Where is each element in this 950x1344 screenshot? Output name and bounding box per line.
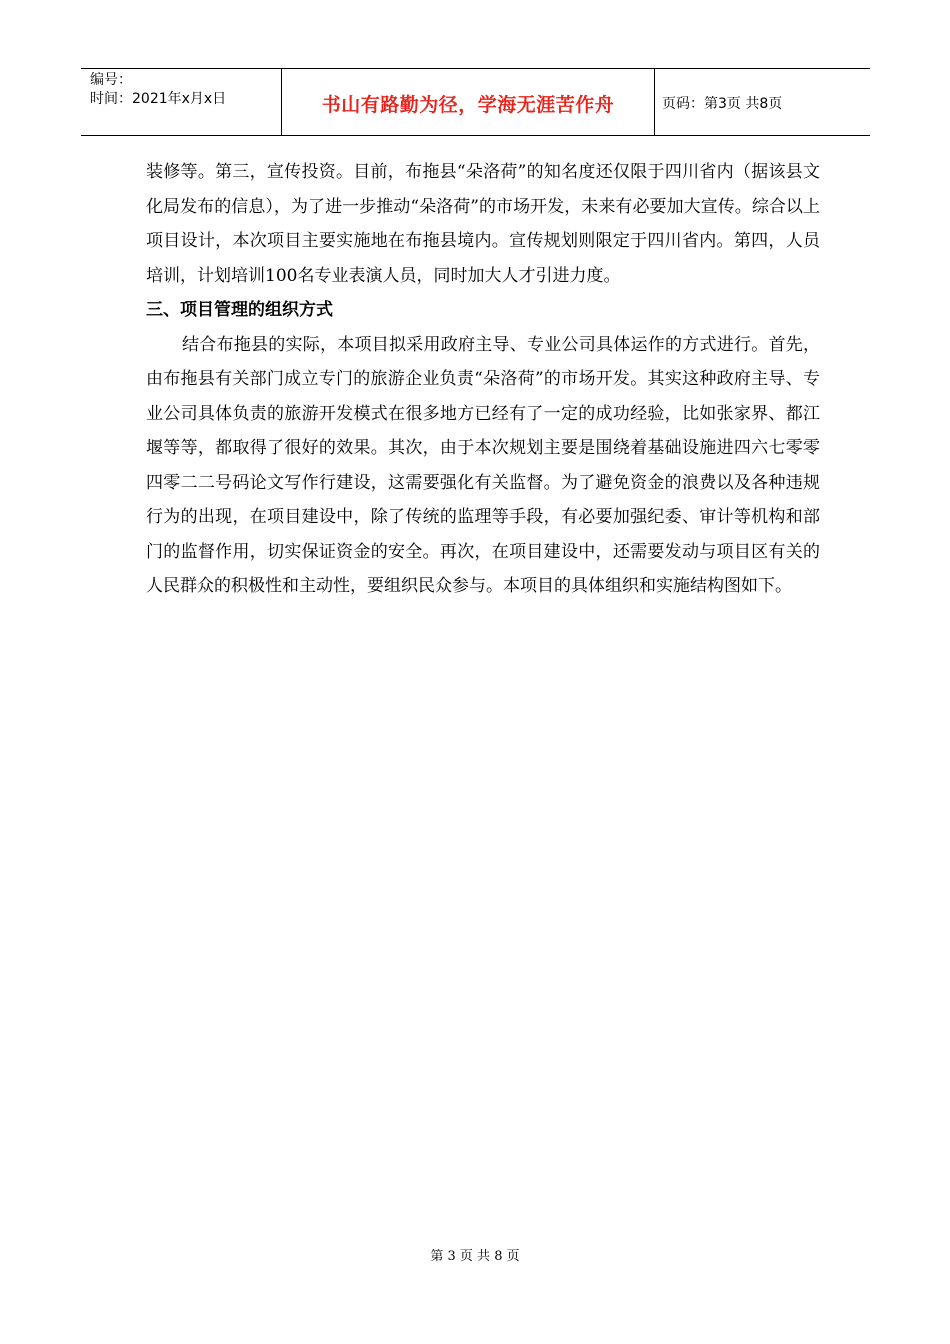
page-footer <box>0 1245 950 1264</box>
header-meta-cell <box>81 69 282 135</box>
document-number-label: 编号： <box>90 72 132 88</box>
header-motto-cell <box>282 69 655 135</box>
header-page-label: 页码：第3页 共8页 <box>662 96 783 112</box>
footer-page-indicator: 第 3 页 共 8 页 <box>430 1249 520 1264</box>
page-header <box>81 68 870 136</box>
document-body <box>146 155 820 604</box>
document-time-label: 时间：2021年x月x日 <box>90 91 227 107</box>
header-page-cell <box>655 69 870 135</box>
body-paragraph: 结合布拖县的实际，本项目拟采用政府主导、专业公司具体运作的方式进行。首先，由布拖县有关部门成立专门的旅游企业负责“朵洛荷”的市场开发。其实这种政府主导、专业公司具体负责的旅游开发模式在很多地方已经有了一定的成功经验，比如张家界、都江堰等等，都取得了很好的效果。其次，由于本次规划主要是围绕着基础设施进四六七零零四零二二号码论文写作行建设，这需要强化有关监督。为了避免资金的浪费以及各种违规行为的出现，在项目建设中，除了传统的监理等手段，有必要加强纪委、审计等机构和部门的监督作用，切实保证资金的安全。再次，在项目建设中，还需要发动与项目区有关的人民群众的积极性和主动性，要组织民众参与。本项目的具体组织和实施结构图如下。 <box>146 334 820 596</box>
body-paragraph: 装修等。第三，宣传投资。目前，布拖县“朵洛荷”的知名度还仅限于四川省内（据该县文化局发布的信息），为了进一步推动“朵洛荷”的市场开发，未来有必要加大宣传。综合以上项目设计，本次项目主要实施地在布拖县境内。宣传规划则限定于四川省内。第四，人员培训，计划培训100名专业表演人员，同时加大人才引进力度。 <box>146 162 820 286</box>
header-motto: 书山有路勤为径，学海无涯苦作舟 <box>321 93 615 116</box>
section-heading: 三、项目管理的组织方式 <box>146 300 333 320</box>
